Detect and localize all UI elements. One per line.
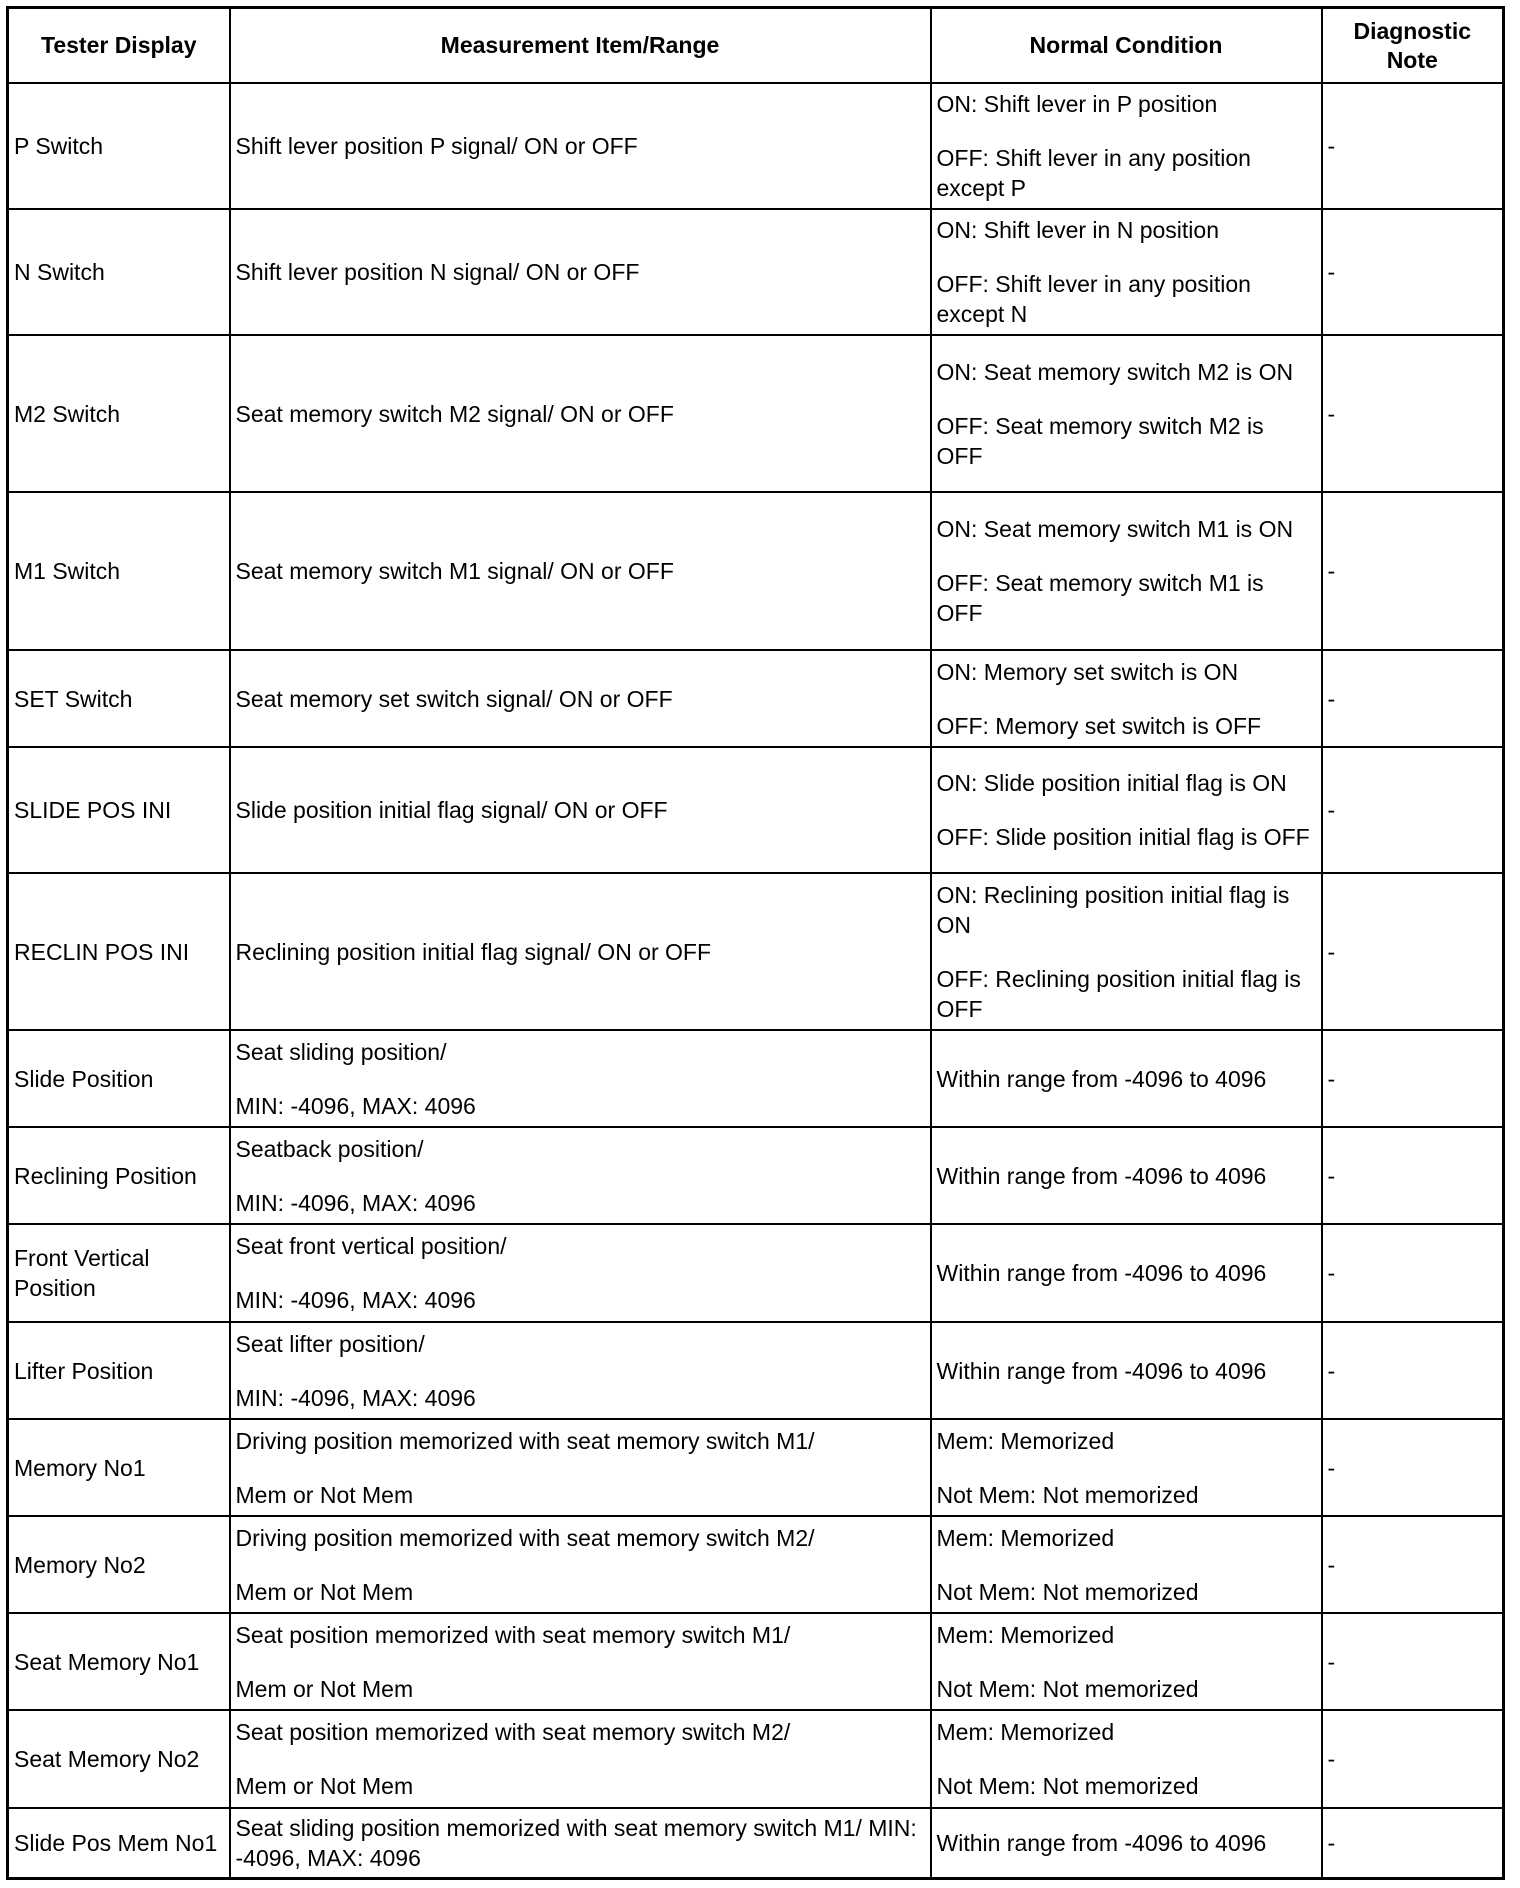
cell-text: Slide Pos Mem No1 xyxy=(14,1829,218,1856)
cell-text: Seat position memorized with seat memory switch M2/ xyxy=(235,1719,791,1745)
cell-text: Slide position initial flag signal/ ON or OFF xyxy=(235,797,668,823)
normal-condition-cell xyxy=(931,1030,1322,1127)
cell-text: ON: Memory set switch is ON xyxy=(936,658,1239,685)
cell-text: SET Switch xyxy=(14,685,133,712)
normal-condition-cell xyxy=(931,1710,1322,1808)
cell-text: OFF: Seat memory switch M2 is OFF xyxy=(936,412,1264,469)
diagnostic-note-cell xyxy=(1322,83,1504,209)
diagnostic-note-cell xyxy=(1322,1808,1504,1878)
table-row xyxy=(8,650,1504,747)
measurement-item-cell xyxy=(230,747,931,873)
cell-text: - xyxy=(1327,1454,1336,1481)
header-diagnostic-note: Diagnostic Note xyxy=(1322,8,1504,84)
cell-text: - xyxy=(1327,1829,1336,1856)
cell-text: - xyxy=(1327,1648,1336,1675)
header-normal-condition: Normal Condition xyxy=(931,8,1322,84)
cell-text: ON: Reclining position initial flag is ON xyxy=(936,881,1290,938)
cell-text: - xyxy=(1327,1357,1336,1384)
normal-condition-cell xyxy=(931,1516,1322,1613)
measurement-item-cell xyxy=(230,1322,931,1419)
diagnostic-note-cell xyxy=(1322,747,1504,873)
tester-display-cell xyxy=(8,1516,230,1613)
tester-display-cell xyxy=(8,1127,230,1224)
cell-text: Reclining position initial flag signal/ ON or OFF xyxy=(235,938,712,965)
measurement-item-cell xyxy=(230,1127,931,1224)
normal-condition-cell xyxy=(931,1808,1322,1878)
cell-text: - xyxy=(1327,1551,1336,1578)
cell-text: Mem or Not Mem xyxy=(235,1773,414,1799)
cell-text: Mem or Not Mem xyxy=(235,1481,414,1508)
cell-text: ON: Seat memory switch M2 is ON xyxy=(936,358,1294,385)
table-row xyxy=(8,1224,1504,1322)
tester-display-cell xyxy=(8,492,230,650)
cell-text: Mem: Memorized xyxy=(936,1621,1115,1648)
cell-text: OFF: Shift lever in any position except P xyxy=(936,145,1251,201)
normal-condition-cell xyxy=(931,83,1322,209)
diagnostic-note-cell xyxy=(1322,1030,1504,1127)
diagnostic-note-cell xyxy=(1322,1419,1504,1516)
table-row xyxy=(8,1710,1504,1808)
cell-text: OFF: Seat memory switch M1 is OFF xyxy=(936,570,1264,626)
normal-condition-cell xyxy=(931,1127,1322,1224)
cell-text: Shift lever position P signal/ ON or OFF xyxy=(235,133,638,159)
tester-display-cell xyxy=(8,83,230,209)
cell-text: Mem or Not Mem xyxy=(235,1675,414,1702)
measurement-item-cell xyxy=(230,335,931,492)
cell-text: Front Vertical Position xyxy=(14,1245,150,1301)
cell-text: - xyxy=(1327,133,1336,159)
cell-text: OFF: Shift lever in any position except N xyxy=(936,271,1251,327)
tester-display-cell xyxy=(8,1419,230,1516)
diagnostic-note-cell xyxy=(1322,335,1504,492)
cell-text: - xyxy=(1327,400,1336,427)
diagnostic-note-cell xyxy=(1322,650,1504,747)
cell-text: Seat position memorized with seat memory switch M1/ xyxy=(235,1621,791,1648)
cell-text: Mem: Memorized xyxy=(936,1427,1115,1454)
cell-text: Not Mem: Not memorized xyxy=(936,1675,1199,1702)
measurement-item-cell xyxy=(230,1808,931,1878)
table-row xyxy=(8,209,1504,335)
normal-condition-cell xyxy=(931,1613,1322,1710)
cell-text: - xyxy=(1327,259,1336,285)
table-row xyxy=(8,492,1504,650)
cell-text: OFF: Slide position initial flag is OFF xyxy=(936,824,1310,850)
cell-text: Memory No2 xyxy=(14,1551,146,1578)
tester-display-cell xyxy=(8,650,230,747)
measurement-item-cell xyxy=(230,1030,931,1127)
diagnostic-note-cell xyxy=(1322,1224,1504,1322)
cell-text: M1 Switch xyxy=(14,558,121,584)
tester-display-cell xyxy=(8,1224,230,1322)
normal-condition-cell xyxy=(931,209,1322,335)
header-tester-display: Tester Display xyxy=(8,8,230,84)
cell-text: RECLIN POS INI xyxy=(14,938,190,965)
cell-text: - xyxy=(1327,797,1336,823)
cell-text: Memory No1 xyxy=(14,1454,146,1481)
cell-text: OFF: Memory set switch is OFF xyxy=(936,712,1262,739)
cell-text: Within range from -4096 to 4096 xyxy=(936,1829,1267,1856)
cell-text: OFF: Reclining position initial flag is OFF xyxy=(936,965,1301,1022)
cell-text: Within range from -4096 to 4096 xyxy=(936,1357,1267,1384)
cell-text: ON: Slide position initial flag is ON xyxy=(936,770,1287,796)
cell-text: M2 Switch xyxy=(14,400,121,427)
cell-text: MIN: -4096, MAX: 4096 xyxy=(235,1384,476,1411)
diagnostic-note-cell xyxy=(1322,1322,1504,1419)
tester-display-cell xyxy=(8,1808,230,1878)
measurement-item-cell xyxy=(230,1419,931,1516)
table-row xyxy=(8,1030,1504,1127)
cell-text: ON: Shift lever in P position xyxy=(936,91,1218,117)
cell-text: - xyxy=(1327,558,1336,584)
tester-display-cell xyxy=(8,1710,230,1808)
measurement-item-cell xyxy=(230,1613,931,1710)
diagnostic-note-cell xyxy=(1322,873,1504,1030)
measurement-item-cell xyxy=(230,650,931,747)
cell-text: MIN: -4096, MAX: 4096 xyxy=(235,1092,476,1119)
diagnostic-note-cell xyxy=(1322,1516,1504,1613)
cell-text: Seat memory switch M2 signal/ ON or OFF xyxy=(235,400,674,427)
cell-text: Seat front vertical position/ xyxy=(235,1233,507,1259)
normal-condition-cell xyxy=(931,492,1322,650)
cell-text: Driving position memorized with seat memory switch M1/ xyxy=(235,1427,815,1454)
normal-condition-cell xyxy=(931,650,1322,747)
tester-display-cell xyxy=(8,1030,230,1127)
cell-text: Not Mem: Not memorized xyxy=(936,1578,1199,1605)
table-row xyxy=(8,1419,1504,1516)
cell-text: ON: Shift lever in N position xyxy=(936,217,1220,243)
tester-display-cell xyxy=(8,873,230,1030)
normal-condition-cell xyxy=(931,1322,1322,1419)
measurement-item-cell xyxy=(230,492,931,650)
cell-text: Seat Memory No1 xyxy=(14,1648,200,1675)
table-row xyxy=(8,1127,1504,1224)
tester-display-cell xyxy=(8,1613,230,1710)
cell-text: Within range from -4096 to 4096 xyxy=(936,1065,1267,1092)
tester-display-cell xyxy=(8,1322,230,1419)
diagnostic-note-cell xyxy=(1322,209,1504,335)
table-row xyxy=(8,873,1504,1030)
table-row xyxy=(8,335,1504,492)
normal-condition-cell xyxy=(931,1419,1322,1516)
cell-text: - xyxy=(1327,1065,1336,1092)
cell-text: Seat lifter position/ xyxy=(235,1330,425,1357)
normal-condition-cell xyxy=(931,873,1322,1030)
cell-text: SLIDE POS INI xyxy=(14,797,172,823)
tester-display-cell xyxy=(8,747,230,873)
cell-text: - xyxy=(1327,1162,1336,1189)
measurement-item-cell xyxy=(230,1710,931,1808)
data-list-table xyxy=(6,6,1505,1880)
cell-text: Seatback position/ xyxy=(235,1135,424,1162)
cell-text: P Switch xyxy=(14,133,104,159)
cell-text: Within range from -4096 to 4096 xyxy=(936,1162,1267,1189)
cell-text: MIN: -4096, MAX: 4096 xyxy=(235,1287,476,1313)
cell-text: Driving position memorized with seat memory switch M2/ xyxy=(235,1524,815,1551)
cell-text: Mem: Memorized xyxy=(936,1524,1115,1551)
table-row xyxy=(8,1516,1504,1613)
cell-text: MIN: -4096, MAX: 4096 xyxy=(235,1189,476,1216)
normal-condition-cell xyxy=(931,335,1322,492)
cell-text: Seat memory switch M1 signal/ ON or OFF xyxy=(235,558,674,584)
measurement-item-cell xyxy=(230,1516,931,1613)
tester-display-cell xyxy=(8,335,230,492)
diagnostic-note-cell xyxy=(1322,492,1504,650)
cell-text: Lifter Position xyxy=(14,1357,154,1384)
header-row xyxy=(8,8,1504,84)
tester-display-cell xyxy=(8,209,230,335)
cell-text: Reclining Position xyxy=(14,1162,197,1189)
cell-text: Seat memory set switch signal/ ON or OFF xyxy=(235,685,673,712)
cell-text: - xyxy=(1327,685,1336,712)
cell-text: - xyxy=(1327,1260,1336,1286)
cell-text: Not Mem: Not memorized xyxy=(936,1481,1199,1508)
cell-text: - xyxy=(1327,938,1336,965)
diagnostic-note-cell xyxy=(1322,1613,1504,1710)
measurement-item-cell xyxy=(230,873,931,1030)
cell-text: Mem: Memorized xyxy=(936,1719,1115,1745)
cell-text: - xyxy=(1327,1746,1336,1772)
table-row xyxy=(8,747,1504,873)
measurement-item-cell xyxy=(230,1224,931,1322)
cell-text: ON: Seat memory switch M1 is ON xyxy=(936,516,1294,542)
cell-text: Seat sliding position memorized with seat memory switch M1/ MIN: -4096, MAX: 4096 xyxy=(235,1814,917,1871)
cell-text: Within range from -4096 to 4096 xyxy=(936,1260,1267,1286)
measurement-item-cell xyxy=(230,209,931,335)
normal-condition-cell xyxy=(931,1224,1322,1322)
table-row xyxy=(8,83,1504,209)
diagnostic-note-cell xyxy=(1322,1127,1504,1224)
table-row xyxy=(8,1808,1504,1878)
cell-text: N Switch xyxy=(14,259,105,285)
cell-text: Not Mem: Not memorized xyxy=(936,1773,1199,1799)
measurement-item-cell xyxy=(230,83,931,209)
table-row xyxy=(8,1613,1504,1710)
table-row xyxy=(8,1322,1504,1419)
cell-text: Mem or Not Mem xyxy=(235,1578,414,1605)
normal-condition-cell xyxy=(931,747,1322,873)
cell-text: Shift lever position N signal/ ON or OFF xyxy=(235,259,640,285)
header-measurement-item: Measurement Item/Range xyxy=(230,8,931,84)
cell-text: Slide Position xyxy=(14,1065,154,1092)
cell-text: Seat Memory No2 xyxy=(14,1746,200,1772)
cell-text: Seat sliding position/ xyxy=(235,1038,447,1065)
diagnostic-note-cell xyxy=(1322,1710,1504,1808)
